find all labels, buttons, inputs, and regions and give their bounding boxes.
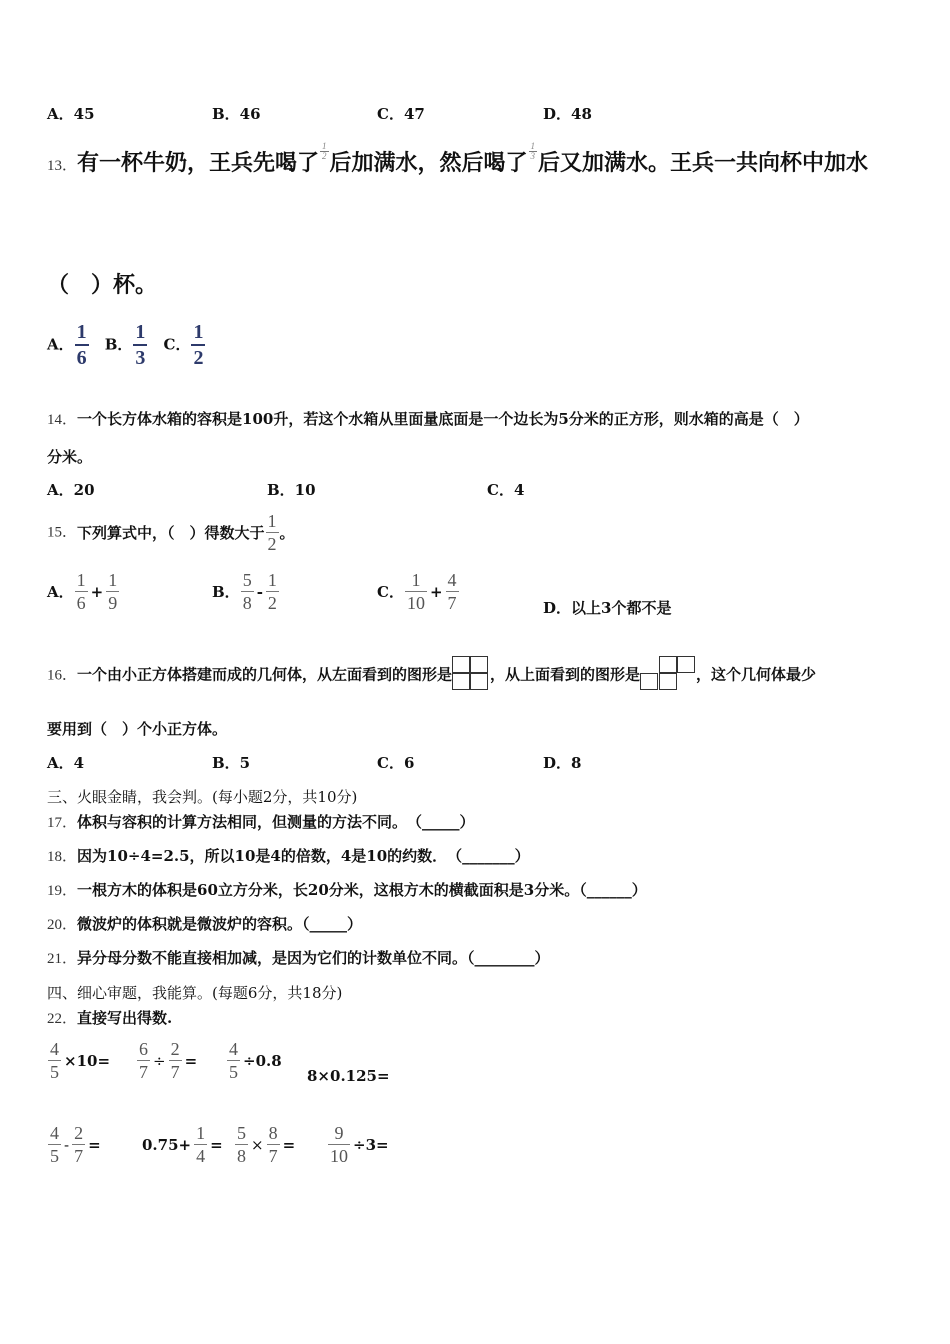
- question-19: 19．一根方木的体积是60立方分米，长20分米，这根方木的横截面积是3分米。（______）: [47, 881, 647, 899]
- question-16-line2: 要用到（ ）个小正方体。: [47, 720, 228, 738]
- q16-option-c[interactable]: C．6: [377, 754, 415, 772]
- question-number: 15．: [47, 524, 78, 541]
- q15-option-d[interactable]: D．以上3个都不是: [543, 599, 672, 617]
- question-text: 下列算式中，（ ）得数大于: [77, 524, 265, 542]
- q12-option-c[interactable]: C．47: [377, 105, 425, 123]
- calc-2-2: 0.75+ $\frac{1}{4}$ =: [142, 1123, 223, 1166]
- question-text: ，从上面看到的图形是: [490, 665, 641, 684]
- question-20: 20．微波炉的体积就是微波炉的容积。（_____）: [47, 915, 363, 933]
- q15-option-a[interactable]: A． $\frac{1}{6}$ + $\frac{1}{9}$: [47, 570, 118, 613]
- question-18: 18．因为10÷4=2.5，所以10是4的倍数，4是10的约数． （_______）: [47, 847, 530, 865]
- q15-option-c[interactable]: C． $\frac{1}{10}$ + $\frac{4}{7}$: [377, 570, 457, 613]
- q12-option-a[interactable]: A．45: [47, 105, 95, 123]
- q12-option-b[interactable]: B．46: [212, 105, 261, 123]
- q14-option-a[interactable]: A．20: [47, 481, 95, 499]
- section-4-title: 四、细心审题，我能算。(每题6分，共18分): [47, 984, 343, 1002]
- question-22: 22．直接写出得数.: [47, 1009, 173, 1027]
- calc-1-3: $\frac{4}{5}$ ÷0.8: [229, 1039, 282, 1082]
- question-number: 14．: [47, 412, 78, 428]
- question-text: 有一杯牛奶，王兵先喝了: [77, 150, 320, 176]
- punctuation: 。: [279, 524, 295, 542]
- q14-option-b[interactable]: B．10: [267, 481, 316, 499]
- q14-option-c[interactable]: C．4: [487, 481, 525, 499]
- question-text: 后加满水，然后喝了: [329, 150, 528, 176]
- q16-option-a[interactable]: A．4: [47, 754, 85, 772]
- left-view-figure: [452, 656, 490, 692]
- question-16: [47, 656, 816, 692]
- section-3-title: 三、火眼金睛，我会判。(每小题2分，共10分): [47, 788, 358, 806]
- question-number: 13．: [47, 158, 78, 174]
- calc-1-4: 8×0.125=: [307, 1067, 390, 1085]
- q16-option-b[interactable]: B．5: [212, 754, 251, 772]
- question-13-line2: （ ）杯。: [47, 272, 158, 298]
- fraction: $\frac{1}{2}$: [267, 511, 277, 554]
- fraction: $\frac{1}{3}$: [530, 141, 536, 161]
- q15-option-b[interactable]: B． $\frac{5}{8}$ - $\frac{1}{2}$: [212, 570, 277, 613]
- question-text: 一个长方体水箱的容积是100升，若这个水箱从里面量底面是一个边长为5分米的正方形，则水箱的高是（ ）: [77, 410, 809, 428]
- calc-1-1: $\frac{4}{5}$ ×10=: [50, 1039, 111, 1082]
- question-text: 一个由小正方体搭建而成的几何体，从左面看到的图形是: [77, 665, 453, 684]
- question-21: 21．异分母分数不能直接相加减，是因为它们的计数单位不同。（________）: [47, 949, 550, 967]
- q16-option-d[interactable]: D．8: [543, 754, 582, 772]
- question-text: 后又加满水。王兵一共向杯中加水: [538, 150, 869, 176]
- calc-2-3: $\frac{5}{8}$ × $\frac{8}{7}$ =: [237, 1123, 296, 1166]
- q13-option-a[interactable]: A． $\frac{1}{6}$: [47, 321, 87, 369]
- q13-options: [47, 322, 206, 368]
- calc-2-1: $\frac{4}{5}$ - $\frac{2}{7}$ =: [50, 1123, 101, 1166]
- question-text: ，这个几何体最少: [696, 665, 817, 684]
- fraction: $\frac{1}{2}$: [322, 141, 327, 161]
- top-view-figure: [640, 656, 696, 692]
- question-14-line2: 分米。: [47, 448, 93, 466]
- q13-option-b[interactable]: B． $\frac{1}{3}$: [104, 321, 146, 369]
- question-15: [47, 512, 295, 553]
- question-17: 17．体积与容积的计算方法相同，但测量的方法不同。 （_____）: [47, 813, 475, 831]
- question-14: [47, 408, 809, 429]
- question-number: 16．: [47, 667, 78, 684]
- calc-2-4: $\frac{9}{10}$ ÷3=: [330, 1123, 389, 1166]
- q13-option-c[interactable]: C． $\frac{1}{2}$: [163, 321, 204, 369]
- question-13: [47, 141, 869, 177]
- calc-1-2: $\frac{6}{7}$ ÷ $\frac{2}{7}$ =: [139, 1039, 198, 1082]
- q12-option-d[interactable]: D．48: [543, 105, 592, 123]
